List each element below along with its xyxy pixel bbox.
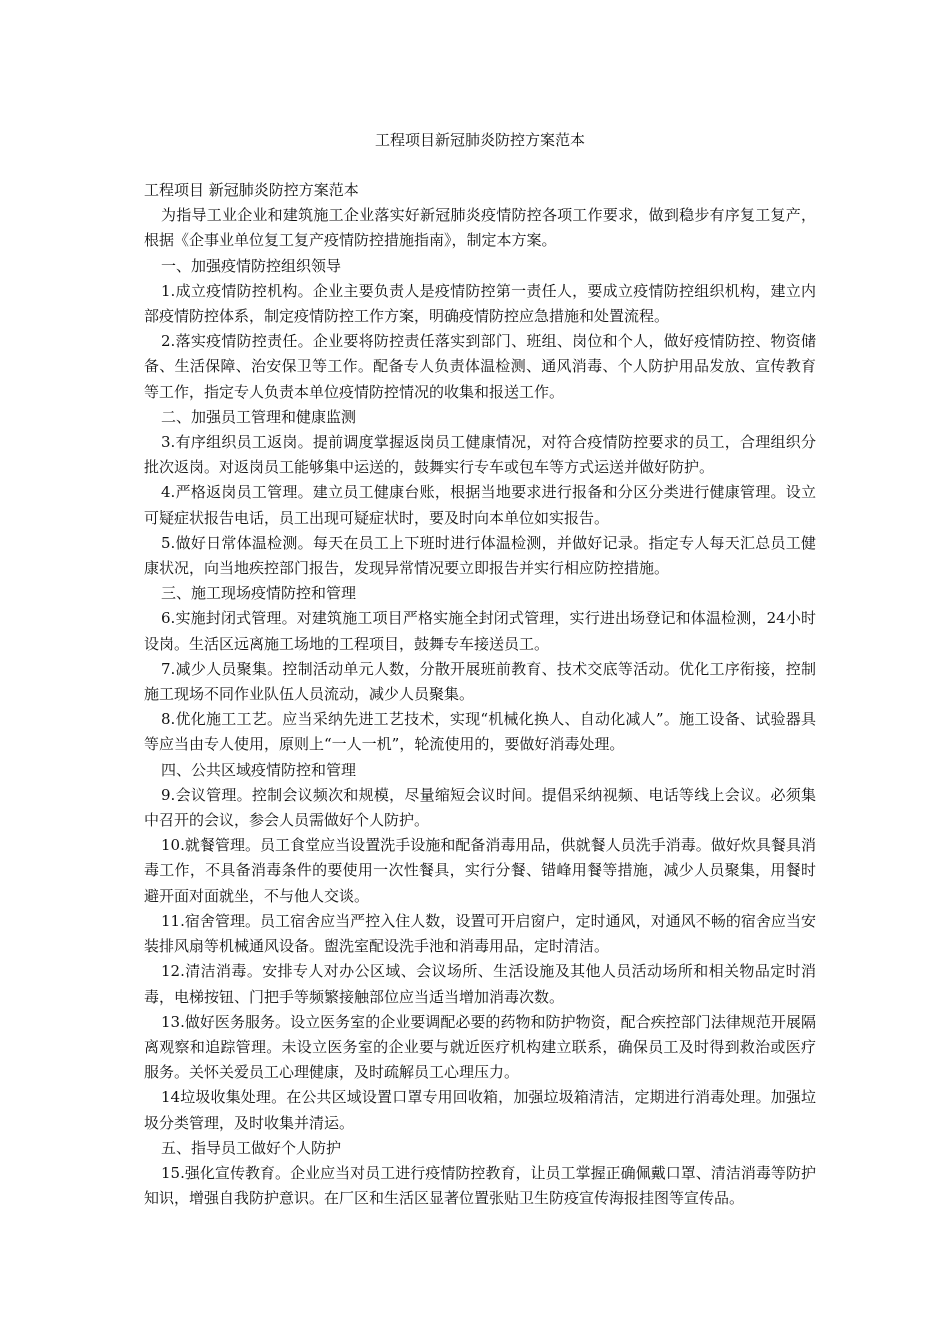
document-paragraph: 2.落实疫情防控责任。企业要将防控责任落实到部门、班组、岗位和个人，做好疫情防控、物资储备、生活保障、治安保卫等工作。配备专人负责体温检测、通风消毒、个人防护用品发放、宣传教育等工作，指定专人负责本单位疫情防控情况的收集和报送工作。 (144, 332, 816, 401)
document-paragraph: 为指导工业企业和建筑施工企业落实好新冠肺炎疫情防控各项工作要求，做到稳步有序复工复产，根据《企事业单位复工复产疫情防控措施指南》，制定本方案。 (144, 206, 816, 250)
document-paragraph: 12.清洁消毒。安排专人对办公区域、会议场所、生活设施及其他人员活动场所和相关物品定时消毒，电梯按钮、门把手等频繁接触部位应当适当增加消毒次数。 (144, 962, 816, 1006)
document-paragraph: 一、加强疫情防控组织领导 (161, 256, 342, 275)
document-paragraph: 3.有序组织员工返岗。提前调度掌握返岗员工健康情况，对符合疫情防控要求的员工，合理组织分批次返岗。对返岗员工能够集中运送的，鼓舞实行专车或包车等方式运送并做好防护。 (144, 433, 816, 477)
document-paragraph: 5.做好日常体温检测。每天在员工上下班时进行体温检测，并做好记录。指定专人每天汇总员工健康状况，向当地疾控部门报告，发现异常情况要立即报告并实行相应防控措施。 (144, 533, 816, 578)
document-paragraph: 11.宿舍管理。员工宿舍应当严控入住人数，设置可开启窗户，定时通风，对通风不畅的宿舍应当安装排风扇等机械通风设备。盥洗室配设洗手池和消毒用品，定时清洁。 (144, 911, 816, 956)
document-paragraph: 4.严格返岗员工管理。建立员工健康台账，根据当地要求进行报备和分区分类进行健康管理。设立可疑症状报告电话，员工出现可疑症状时，要及时向本单位如实报告。 (144, 483, 816, 527)
document-paragraph: 四、公共区域疫情防控和管理 (161, 760, 357, 779)
document-paragraph: 三、施工现场疫情防控和管理 (161, 584, 357, 603)
document-paragraph: 9.会议管理。控制会议频次和规模，尽量缩短会议时间。提倡采纳视频、电话等线上会议。必须集中召开的会议，参会人员需做好个人防护。 (144, 785, 816, 830)
document-paragraph: 10.就餐管理。员工食堂应当设置洗手设施和配备消毒用品，供就餐人员洗手消毒。做好炊具餐具消毒工作，不具备消毒条件的要使用一次性餐具，实行分餐、错峰用餐等措施，减少人员聚集，用餐时避开面对面就坐，不与他人交谈。 (144, 836, 816, 905)
document-paragraph: 7.减少人员聚集。控制活动单元人数，分散开展班前教育、技术交底等活动。优化工序衔接，控制施工现场不同作业队伍人员流动，减少人员聚集。 (144, 659, 816, 704)
document-subtitle: 工程项目 新冠肺炎防控方案范本 (144, 181, 359, 199)
document-paragraph: 二、加强员工管理和健康监测 (161, 407, 357, 426)
document-paragraph: 15.强化宣传教育。企业应当对员工进行疫情防控教育，让员工掌握正确佩戴口罩、清洁消毒等防护知识，增强自我防护意识。在厂区和生活区显著位置张贴卫生防疫宣传海报挂图等宣传品。 (144, 1163, 816, 1208)
document-paragraph: 1.成立疫情防控机构。企业主要负责人是疫情防控第一责任人，要成立疫情防控组织机构，建立内部疫情防控体系，制定疫情防控工作方案，明确疫情防控应急措施和处置流程。 (144, 281, 816, 326)
document-body (144, 178, 816, 1211)
document-paragraph: 五、指导员工做好个人防护 (161, 1138, 342, 1157)
document-paragraph: 13.做好医务服务。设立医务室的企业要调配必要的药物和防护物资，配合疾控部门法律规范开展隔离观察和追踪管理。未设立医务室的企业要与就近医疗机构建立联系，确保员工及时得到救治或医疗服务。关怀关爱员工心理健康，及时疏解员工心理压力。 (144, 1012, 816, 1082)
document-paragraph: 8.优化施工工艺。应当采纳先进工艺技术，实现“机械化换人、自动化减人”。施工设备、试验器具等应当由专人使用，原则上“一人一机”，轮流使用的，要做好消毒处理。 (144, 710, 816, 754)
document-title: 工程项目新冠肺炎防控方案范本 (374, 131, 585, 149)
document-paragraph: 14垃圾收集处理。在公共区域设置口罩专用回收箱，加强垃圾箱清洁，定期进行消毒处理。加强垃圾分类管理，及时收集并清运。 (144, 1088, 816, 1132)
document-paragraph: 6.实施封闭式管理。对建筑施工项目严格实施全封闭式管理，实行进出场登记和体温检测，24小时设岗。生活区远离施工场地的工程项目，鼓舞专车接送员工。 (144, 609, 816, 653)
